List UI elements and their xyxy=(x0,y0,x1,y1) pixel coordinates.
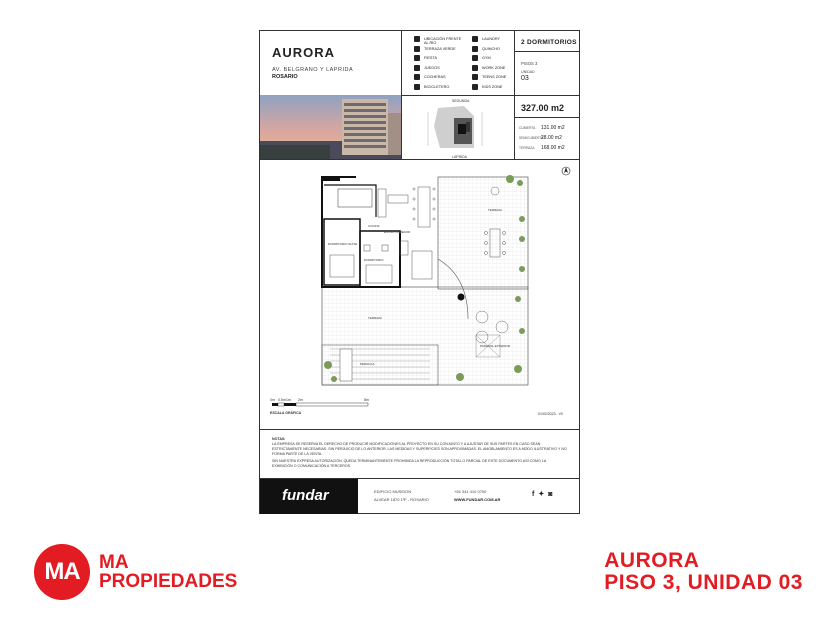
area-label: CUBIERTA xyxy=(519,126,536,130)
notes-text: LA EMPRESA SE RESERVA EL DERECHO DE PRODUCIR MODIFICACIONES AL PROYECTO EN SU CONJUNTO Y A AJUSTAR DE SUS PARTES EN CASO SEAN ESTRICTAMENTE NECESARIAS. SIN PERJUICIO DE LO ANTERIOR, LAS MEDIDAS Y SUPERFICIES SON APROXIMADAS. EL AMOBLAMIENTO ES A MODO ILUSTRATIVO Y NO FORMA PARTE DE LA VENTA. xyxy=(272,442,567,456)
facebook-icon[interactable]: f xyxy=(532,491,539,498)
listing-title xyxy=(604,550,803,594)
building-photo xyxy=(260,95,401,159)
bike-icon xyxy=(414,84,420,90)
footer-building: EDIFICIO MUSEION xyxy=(374,489,412,494)
amenity-label: GYM xyxy=(482,56,491,61)
listing-title-line1: AURORA xyxy=(604,549,700,572)
amenity-label: LAUNDRY xyxy=(482,37,501,41)
scale-tick-4: 8m xyxy=(364,398,369,402)
room-label-suite: DORMITORIO SUITE xyxy=(328,242,358,246)
amenity-label: UBICACIÓN FRENTE AL RÍO xyxy=(424,37,462,45)
amenity-item xyxy=(424,66,466,70)
amenity-label: COCHERAS xyxy=(424,75,446,80)
social-icons xyxy=(532,490,556,498)
amenity-item xyxy=(424,56,466,60)
amenity-item xyxy=(424,75,466,79)
amenities-panel xyxy=(402,31,515,159)
notes-text-2: SIN NUESTRA EXPRESA AUTORIZACIÓN, QUEDA TERMINANTEMENTE PROHIBIDA LA REPRODUCCIÓN TOTAL O PARCIAL DE ESTE DOCUMENTO ASÍ COMO LA EXHIBICIÓN O COMUNICACIÓN A TERCEROS. xyxy=(272,459,547,468)
area-value: 168.00 m2 xyxy=(541,145,565,151)
games-icon xyxy=(414,65,420,71)
footer-office: ALVEAR 1870 1ºF - ROSARIO xyxy=(374,497,429,502)
scale-tick-2: 1m xyxy=(286,398,291,402)
room-label-terraza-bottom: TERRAZA xyxy=(368,316,383,320)
room-label-cocina: COCINA xyxy=(368,224,380,228)
amenity-label: TERRAZA VERDE xyxy=(424,46,456,51)
amenity-label: BICICLETERO xyxy=(424,85,450,89)
listing-title-line2: PISO 3, UNIDAD 03 xyxy=(604,571,803,594)
keyplan-bottom-label: LAPRIDA xyxy=(452,155,467,159)
scale-tick-1: 0.5m xyxy=(278,398,286,402)
scale-tick-0: 0m xyxy=(270,398,275,402)
gym-icon xyxy=(472,55,478,61)
brand-logo: fundar xyxy=(282,487,329,504)
room-label-terraza-top: TERRAZA xyxy=(488,208,503,212)
leaf-icon xyxy=(414,46,420,52)
footer-phone: +54 341 410 0700 xyxy=(454,489,487,494)
car-icon xyxy=(414,74,420,80)
scale-bar xyxy=(272,403,368,406)
project-address: AV. BELGRANO Y LAPRIDA xyxy=(272,67,354,73)
room-label-estar: ESTAR COMEDOR xyxy=(384,230,411,234)
notes-title: NOTAS: xyxy=(272,437,286,441)
unit-info xyxy=(515,31,579,159)
location-icon xyxy=(414,36,420,42)
project-info xyxy=(260,31,402,159)
amenity-item xyxy=(424,85,466,89)
floor-plan-sheet xyxy=(259,30,580,514)
area-label: TERRAZA xyxy=(519,146,535,150)
floor-label: PISOS 3 xyxy=(521,61,538,66)
sheet-header xyxy=(260,31,579,160)
plan-date: 01/02/2023 - V0 xyxy=(538,412,563,416)
area-value: 28.00 m2 xyxy=(541,135,562,141)
agency-name xyxy=(99,553,237,591)
floor-plan-drawing xyxy=(260,159,579,430)
amenity-label: JUEGOS xyxy=(424,65,440,70)
amenity-label: QUINCHO xyxy=(482,46,500,51)
party-icon xyxy=(414,55,420,61)
sheet-footer xyxy=(260,478,579,514)
brand-box xyxy=(260,479,358,514)
project-city: ROSARIO xyxy=(272,74,298,80)
grill-icon xyxy=(472,46,478,52)
key-plan xyxy=(402,95,514,160)
agency-name-line1: MA xyxy=(99,552,129,573)
area-row xyxy=(519,145,577,151)
unit-number: 03 xyxy=(521,75,529,82)
room-label-dorm: DORMITORIO xyxy=(364,258,384,262)
laundry-icon xyxy=(472,36,478,42)
kids-icon xyxy=(472,84,478,90)
area-row xyxy=(519,125,577,131)
agency-logo: MA xyxy=(34,544,90,600)
unit-type: 2 DORMITORIOS xyxy=(521,39,577,46)
amenity-item xyxy=(424,47,466,51)
north-arrow-icon xyxy=(562,167,570,175)
total-area: 327.00 m2 xyxy=(521,103,565,113)
area-label: SEMICUBIERTA xyxy=(519,136,544,140)
room-label-parasol: PARASOL EXTERIOR xyxy=(480,344,511,348)
teens-icon xyxy=(472,74,478,80)
notes-block xyxy=(272,437,567,469)
amenity-label: KIDS ZONE xyxy=(482,85,503,89)
amenity-label: FIESTA xyxy=(424,56,438,61)
twitter-icon[interactable]: ✦ xyxy=(538,491,549,498)
scale-tick-3: 2m xyxy=(298,398,303,402)
scale-label: ESCALA GRÁFICA xyxy=(270,411,302,415)
footer-web[interactable]: WWW.FUNDAR.COM.AR xyxy=(454,497,501,502)
work-icon xyxy=(472,65,478,71)
room-label-pergola: PERGOLA xyxy=(360,362,375,366)
area-row xyxy=(519,135,577,141)
instagram-icon[interactable]: ◙ xyxy=(548,491,557,498)
keyplan-top-label: SEGUNDA xyxy=(452,99,470,103)
unit-label: UNIDAD xyxy=(521,70,535,74)
area-value: 131.00 m2 xyxy=(541,125,565,131)
agency-name-line2: PROPIEDADES xyxy=(99,571,238,592)
amenity-label: WORK ZONE xyxy=(482,65,506,70)
project-title: AURORA xyxy=(272,45,336,60)
amenity-label: TEENS ZONE xyxy=(482,75,507,80)
amenity-item xyxy=(424,37,466,45)
